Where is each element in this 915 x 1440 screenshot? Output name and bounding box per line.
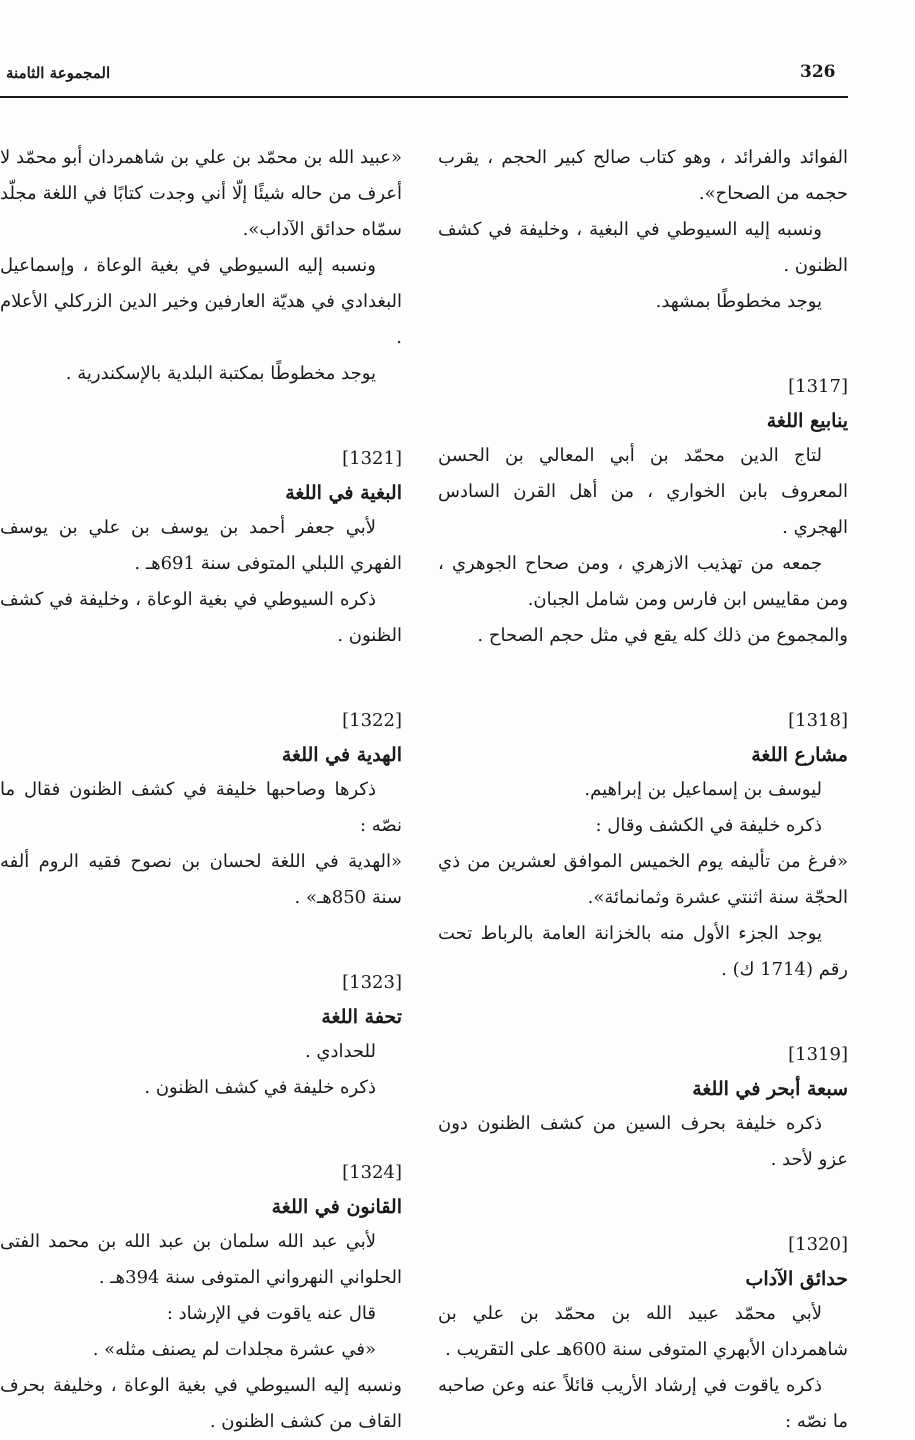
entry-1322 bbox=[0, 704, 402, 916]
entry-title: تحفة اللغة bbox=[321, 1006, 402, 1028]
header-rule bbox=[0, 96, 848, 98]
left-column bbox=[0, 140, 402, 1440]
paragraph: يوجد مخطوطًا بمكتبة البلدية بالإسكندرية . bbox=[65, 363, 376, 384]
paragraph: ذكره خليفة في كشف الظنون . bbox=[144, 1077, 376, 1098]
paragraph: ذكره السيوطي في بغية الوعاة ، وخليفة في كشف الظنون . bbox=[0, 589, 402, 646]
page-number: 326 bbox=[800, 62, 836, 82]
entry-title: ينابيع اللغة bbox=[766, 410, 848, 432]
paragraph: لأبي جعفر أحمد بن يوسف بن علي بن يوسف الفهري اللبلي المتوفى سنة 691هـ . bbox=[0, 517, 402, 574]
entry-title: البغية في اللغة bbox=[285, 482, 402, 504]
continuation-text bbox=[0, 140, 402, 392]
entry-1317 bbox=[438, 370, 848, 654]
entry-1323 bbox=[0, 966, 402, 1106]
right-column bbox=[438, 140, 848, 1440]
paragraph: الفوائد والفرائد ، وهو كتاب صالح كبير الحجم ، يقرب حجمه من الصحاح». bbox=[438, 147, 848, 204]
paragraph: ونسبه إليه السيوطي في البغية ، وخليفة في كشف الظنون . bbox=[438, 219, 848, 276]
entry-1321 bbox=[0, 442, 402, 654]
entry-title: سبعة أبحر في اللغة bbox=[692, 1078, 848, 1100]
entry-number: [1323] bbox=[342, 972, 402, 993]
paragraph: «الهدية في اللغة لحسان بن نصوح فقيه الروم ألفه سنة 850هـ» . bbox=[0, 851, 402, 908]
entry-number: [1321] bbox=[342, 448, 402, 469]
entry-1320 bbox=[438, 1228, 848, 1440]
entry-number: [1318] bbox=[788, 710, 848, 731]
entry-number: [1320] bbox=[788, 1234, 848, 1255]
paragraph: «فرغ من تأليفه يوم الخميس الموافق لعشرين من ذي الحجّة سنة اثنتي عشرة وثمانمائة». bbox=[438, 851, 848, 908]
paragraph: قال عنه ياقوت في الإرشاد : bbox=[166, 1303, 376, 1324]
paragraph: ونسبه إليه السيوطي في بغية الوعاة ، وخليفة بحرف القاف من كشف الظنون . bbox=[0, 1375, 402, 1432]
entry-number: [1322] bbox=[342, 710, 402, 731]
entry-number: [1317] bbox=[788, 376, 848, 397]
paragraph: ونسبه إليه السيوطي في بغية الوعاة ، وإسماعيل البغدادي في هديّة العارفين وخير الدين الزركلي الأعلام . bbox=[0, 255, 402, 348]
paragraph: للحدادي . bbox=[304, 1041, 376, 1062]
paragraph: لأبي عبد الله سلمان بن عبد الله بن محمد الفتى الحلواني النهرواني المتوفى سنة 394هـ . bbox=[0, 1231, 402, 1288]
paragraph: والمجموع من ذلك كله يقع في مثل حجم الصحاح . bbox=[477, 625, 848, 646]
entry-1319 bbox=[438, 1038, 848, 1178]
paragraph: لأبي محمّد عبيد الله بن محمّد بن علي بن شاهمردان الأبهري المتوفى سنة 600هـ على التقريب . bbox=[438, 1303, 848, 1360]
entry-title: الهدية في اللغة bbox=[281, 744, 402, 766]
paragraph: ذكره خليفة في الكشف وقال : bbox=[595, 815, 822, 836]
paragraph: يوجد مخطوطًا بمشهد. bbox=[655, 291, 822, 312]
entry-title: القانون في اللغة bbox=[271, 1196, 402, 1218]
continuation-text bbox=[438, 140, 848, 320]
paragraph: ليوسف بن إسماعيل بن إبراهيم. bbox=[584, 779, 822, 800]
paragraph: يوجد الجزء الأول منه بالخزانة العامة بالرباط تحت رقم (1714 ك) . bbox=[438, 923, 848, 980]
entry-1318 bbox=[438, 704, 848, 988]
entry-number: [1324] bbox=[342, 1162, 402, 1183]
entry-title: مشارع اللغة bbox=[751, 744, 848, 766]
paragraph: جمعه من تهذيب الازهري ، ومن صحاح الجوهري ، ومن مقاييس ابن فارس ومن شامل الجبان. bbox=[438, 553, 848, 610]
paragraph: ذكره ياقوت في إرشاد الأريب قائلاً عنه وعن صاحبه ما نصّه : bbox=[438, 1375, 848, 1432]
paragraph: ذكرها وصاحبها خليفة في كشف الظنون فقال ما نصّه : bbox=[0, 779, 402, 836]
paragraph: لتاج الدين محمّد بن أبي المعالي بن الحسن المعروف بابن الخواري ، من أهل القرن السادس الهجري . bbox=[438, 445, 848, 538]
entry-number: [1319] bbox=[788, 1044, 848, 1065]
entry-1324 bbox=[0, 1156, 402, 1440]
entry-title: حدائق الآداب bbox=[745, 1268, 848, 1290]
paragraph: ذكره خليفة بحرف السين من كشف الظنون دون عزو لأحد . bbox=[438, 1113, 848, 1170]
paragraph: «عبيد الله بن محمّد بن علي بن شاهمردان أبو محمّد لا أعرف من حاله شيئًا إلّا أني وجدت كتابًا في اللغة مجلّد سمّاه حدائق الآداب». bbox=[0, 147, 402, 240]
paragraph: «في عشرة مجلدات لم يصنف مثله» . bbox=[92, 1339, 376, 1360]
running-head: المجموعة الثامنة bbox=[6, 64, 111, 82]
